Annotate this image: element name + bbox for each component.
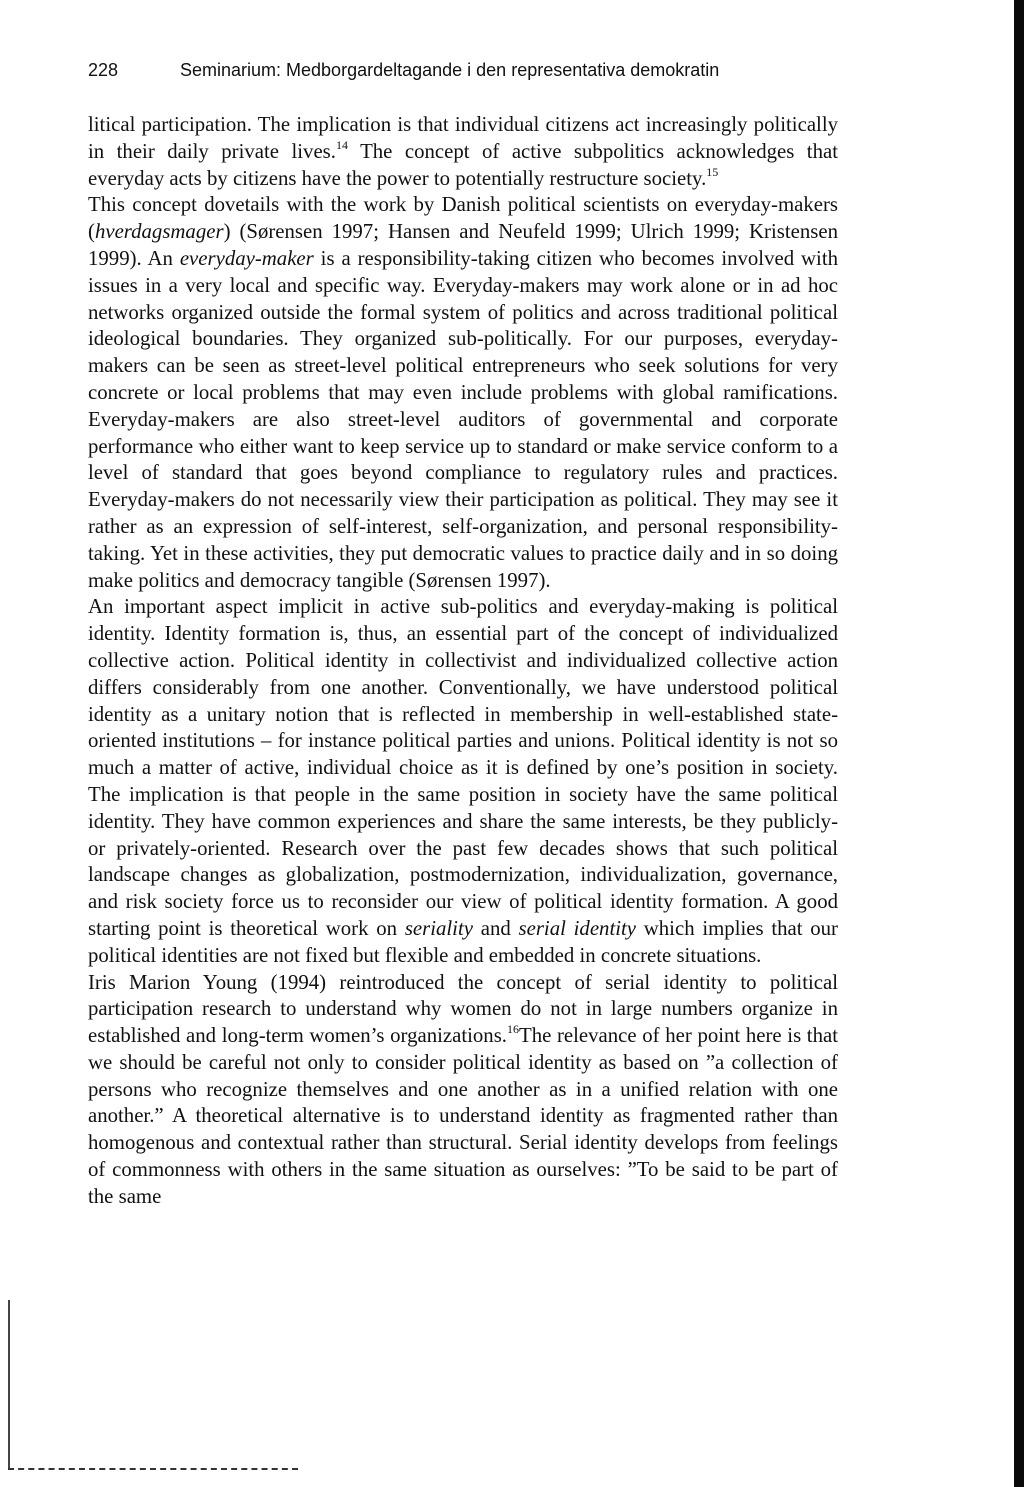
paragraph-1 bbox=[88, 112, 838, 192]
text-span: This concept dovetails with the work by Danish political scientists on everyday-makers ( bbox=[88, 193, 838, 244]
paragraph-2 bbox=[88, 192, 838, 594]
text-span: The relevance of her point here is that we should be careful not only to consider political identity as based on ”a collection of persons who recognize themselves and one another as in a unified relation with one another.” A theoretical alternative is to understand identity as fragmented rather than homogenous and contextual rather than structural. Serial identity develops from feelings of commonness with others in the same situation as ourselves: ”To be said to be part of the same bbox=[88, 1024, 838, 1208]
italic-term: seriality bbox=[404, 916, 473, 940]
scan-edge-right bbox=[1014, 0, 1024, 1487]
body-text bbox=[88, 112, 838, 1211]
text-span: Iris Marion Young (1994) reintroduced the concept of serial identity to political participation research to understand why women do not in large numbers organize in established and long-term women’s organizations. bbox=[88, 970, 838, 1048]
paragraph-3 bbox=[88, 594, 838, 969]
italic-term: hverdagsmager bbox=[94, 220, 224, 244]
italic-term: everyday-maker bbox=[179, 246, 314, 270]
italic-term: serial identity bbox=[518, 916, 637, 940]
text-span: and bbox=[472, 916, 519, 940]
text-span: The concept of active subpolitics acknowledges that everyday acts by citizens have the power to potentially restructure society. bbox=[88, 139, 838, 190]
text-span: An important aspect implicit in active sub-politics and everyday-making is political identity. Identity formation is, thus, an essential part of the concept of individualized collective action. Political identity in collectivist and individualized collective action differs considerably from one another. Conventionally, we have understood political identity as a unitary notion that is reflected in membership in well-established state-oriented institutions – for instance political parties and unions. Political identity is not so much a matter of active, individual choice as it is defined by one’s position in society. The implication is that people in the same position in society have the same political identity. They have common experiences and share the same interests, be they publicly- or privately-oriented. Research over the past few decades shows that such political landscape changes as globalization, postmodernization, individualization, governance, and risk society force us to reconsider our view of political identity formation. A good starting point is theoretical work on bbox=[88, 595, 838, 940]
running-title: Seminarium: Medborgardeltagande i den representativa demokratin bbox=[180, 60, 720, 80]
text-span: litical participation. The implication is that individual citizens act increasingly politically in their daily private lives. bbox=[88, 113, 838, 163]
footnote-ref-14[interactable]: 14 bbox=[335, 137, 348, 152]
footnote-ref-16[interactable]: 16 bbox=[507, 1022, 519, 1037]
running-header bbox=[88, 58, 848, 82]
text-span: is a responsibility-taking citizen who becomes involved with issues in a very local and specific way. Everyday-makers may work alone or in ad hoc networks organized outside the formal system of politics and across traditional political ideological boundaries. They organized sub-politically. For our purposes, everyday-makers can be seen as street-level political entrepreneurs who seek solutions for very concrete or local problems that may even include problems with global ramifications. Everyday-makers are also street-level auditors of governmental and corporate performance who either want to keep service up to standard or make service conform to a level of standard that goes beyond compliance to regulatory rules and practices. Everyday-makers do not necessarily view their participation as political. They may see it rather as an expression of self-interest, self-organization, and personal responsibility-taking. Yet in these activities, they put democratic values to practice daily and in so doing make politics and democracy tangible (Sørensen 1997). bbox=[88, 246, 838, 592]
scan-edge-bottom bbox=[8, 1468, 298, 1470]
page-number: 228 bbox=[88, 60, 119, 80]
footnote-ref-15[interactable]: 15 bbox=[706, 164, 719, 179]
text-span: ) (Sørensen 1997; Hansen and Neufeld 1999; Ulrich 1999; Kristensen 1999). An bbox=[88, 220, 838, 270]
scan-edge-left bbox=[8, 1300, 10, 1468]
text-span: which implies that our political identities are not fixed but flexible and embedded in concrete situations. bbox=[88, 916, 838, 967]
paragraph-4 bbox=[88, 970, 838, 1211]
